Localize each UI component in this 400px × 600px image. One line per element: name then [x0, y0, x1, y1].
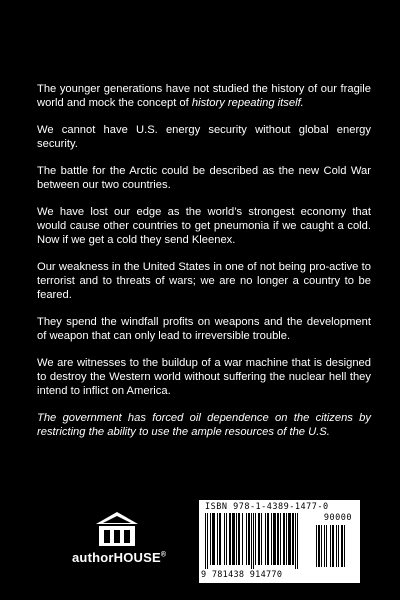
- barcode-bar: [336, 525, 337, 567]
- barcode-bar: [316, 525, 317, 567]
- back-cover-blurb: [37, 82, 371, 452]
- barcode-bar: [217, 513, 218, 565]
- barcode-bars: [205, 513, 317, 571]
- registered-mark: ®: [160, 551, 167, 559]
- barcode-bar: [326, 525, 327, 567]
- barcode-bar: [226, 513, 227, 565]
- isbn-barcode: [199, 500, 360, 583]
- barcode-bar: [286, 513, 287, 565]
- barcode-bar: [232, 513, 235, 565]
- barcode-bar: [297, 513, 298, 569]
- barcode-bar: [210, 513, 211, 565]
- barcode-number: 9 781438 914770: [201, 570, 283, 580]
- barcode-bar: [267, 513, 269, 565]
- barcode-bar: [236, 513, 237, 565]
- blurb-paragraph-text: The younger generations have not studied the history of our fragile world and mock the concept of: [37, 83, 371, 109]
- blurb-paragraph: The battle for the Arctic could be described as the new Cold War between our two countries.: [37, 165, 371, 191]
- barcode-bar: [321, 525, 322, 567]
- publisher-logo-text: [72, 550, 182, 565]
- blurb-paragraph: We cannot have U.S. energy security without global energy security.: [37, 124, 371, 150]
- publisher-logo: [72, 510, 172, 570]
- publisher-name: authorHOUSE: [72, 550, 161, 565]
- barcode-bar: [238, 513, 240, 565]
- barcode-bar: [207, 513, 208, 569]
- barcode-bar: [265, 513, 266, 565]
- publisher-house-icon: [94, 510, 140, 548]
- barcode-bar: [246, 513, 247, 565]
- barcode-bar: [271, 513, 272, 565]
- barcode-bar: [280, 513, 281, 565]
- blurb-paragraph: We are witnesses to the buildup of a war machine that is designed to destroy the Western world without suffering the nuclear hell they intend to inflict on America.: [37, 357, 371, 397]
- barcode-bar: [273, 513, 276, 565]
- barcode-bar: [255, 513, 256, 565]
- blurb-closing-paragraph: The government has forced oil dependence on the citizens by restricting the ability to use the ample resources of the U.S.: [37, 412, 371, 438]
- barcode-bar: [330, 525, 331, 567]
- barcode-bar: [253, 513, 254, 569]
- price-code: 90000: [323, 513, 352, 523]
- barcode-bar: [229, 513, 231, 565]
- barcode-bar: [251, 513, 252, 569]
- barcode-bar: [324, 525, 325, 567]
- blurb-paragraph: Our weakness in the United States in one of not being pro-active to terrorist and to threats of wars; we are no longer a country to be feared.: [37, 261, 371, 301]
- barcode-bar: [338, 525, 339, 567]
- isbn-label: ISBN 978-1-4389-1477-0: [205, 502, 329, 512]
- barcode-bar: [288, 513, 291, 565]
- barcode-bar: [258, 513, 260, 565]
- barcode-bar: [248, 513, 250, 565]
- barcode-bar: [224, 513, 225, 565]
- price-addon-bars: [316, 525, 352, 569]
- barcode-bar: [242, 513, 243, 565]
- blurb-paragraph: [37, 82, 371, 110]
- blurb-paragraph: We have lost our edge as the world’s strongest economy that would cause other countries to get pneumonia if we caught a cold. Now if we get a cold they send Kleenex.: [37, 206, 371, 246]
- blurb-emphasis: history repeating itself.: [191, 97, 304, 109]
- barcode-bar: [344, 525, 345, 567]
- barcode-bar: [332, 525, 334, 567]
- barcode-bar: [212, 513, 215, 565]
- barcode-bar: [277, 513, 279, 565]
- barcode-bar: [219, 513, 221, 565]
- barcode-bar: [292, 513, 294, 565]
- blurb-paragraph: They spend the windfall profits on weapons and the development of weapon that can only lead to irreversible trouble.: [37, 316, 371, 342]
- barcode-bar: [318, 525, 320, 567]
- barcode-bar: [205, 513, 206, 569]
- barcode-bar: [341, 525, 343, 567]
- barcode-bar: [283, 513, 285, 565]
- barcode-bar: [295, 513, 296, 569]
- barcode-bar: [261, 513, 262, 565]
